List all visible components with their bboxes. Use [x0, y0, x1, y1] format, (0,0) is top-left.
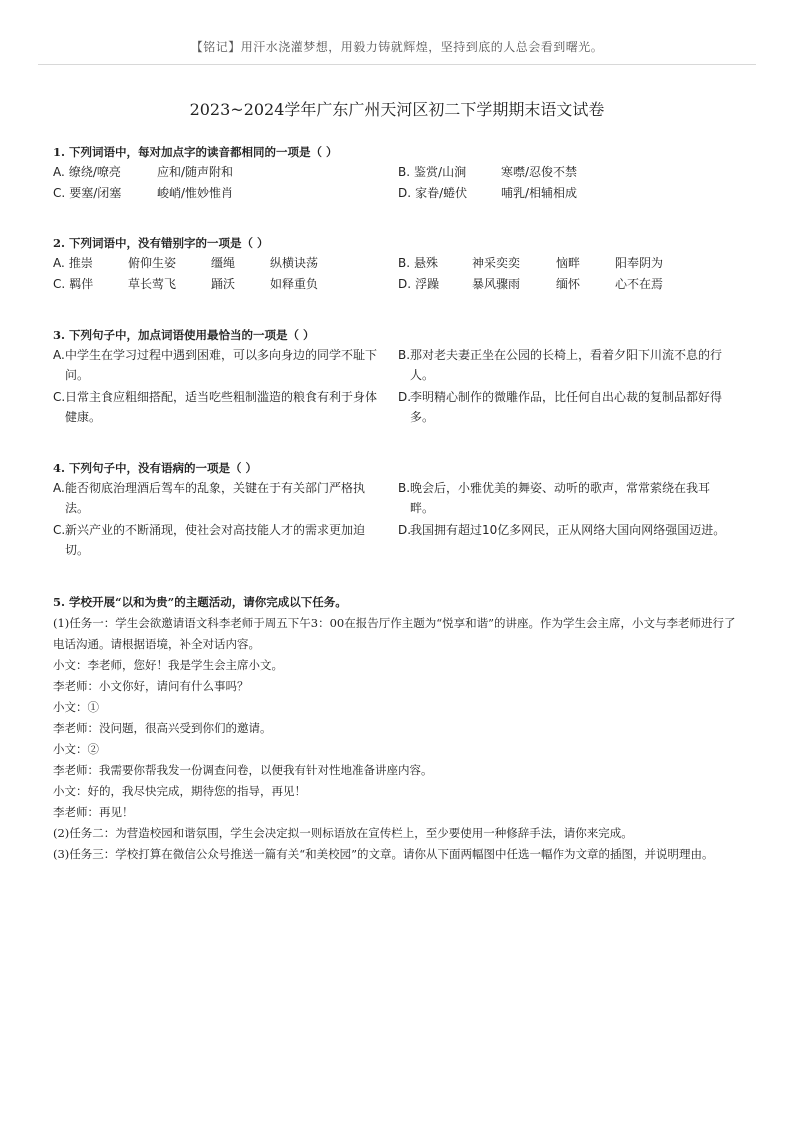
option-word: 神采奕奕 — [472, 256, 521, 270]
option-word: 恼畔 — [556, 256, 581, 270]
option-word: 应和/随声附和 — [157, 165, 234, 179]
option-c: C. 羁伴 — [53, 277, 94, 291]
option-b: B. 那对老夫妻正坐在公园的长椅上，看着夕阳下川流不息的行人。 — [398, 348, 723, 382]
task-2: (2)任务二：为营造校园和谐氛围，学生会决定拟一则标语放在宣传栏上，至少要使用一种修辞手法，请你来完成。 — [53, 826, 633, 840]
dialogue-line: 李老师：我需要你帮我发一份调查问卷，以便我有针对性地准备讲座内容。 — [53, 763, 433, 777]
option-a: A. 缭绕/嘹亮 — [53, 165, 121, 179]
option-d: D. 李明精心制作的微雕作品，比任何自出心裁的复制品都好得多。 — [398, 390, 723, 424]
option-b: B. 悬殊 — [398, 256, 439, 270]
option-a: A. 中学生在学习过程中遇到困难，可以多向身边的同学不耻下问。 — [53, 348, 378, 382]
question-stem: 2. 下列词语中，没有错别字的一项是（ ） — [53, 236, 269, 250]
option-b: B. 鉴赏/山涧 — [398, 165, 467, 179]
question-stem: 4. 下列句子中，没有语病的一项是（ ） — [53, 461, 258, 475]
option-c: C. 日常主食应粗细搭配，适当吃些粗制滥造的粮食有利于身体健康。 — [53, 390, 378, 424]
question-stem: 1. 下列词语中，每对加点字的读音都相同的一项是（ ） — [53, 145, 338, 159]
header-motto: 【铭记】用汗水浇灌梦想，用毅力铸就辉煌，坚持到底的人总会看到曙光。 — [190, 40, 604, 54]
option-word: 哺乳/相辅相成 — [501, 186, 578, 200]
page-title: 2023~2024学年广东广州天河区初二下学期期末语文试卷 — [189, 100, 605, 119]
dialogue-blank-1: 小文：① — [53, 700, 99, 714]
option-word: 踊沃 — [211, 277, 236, 291]
option-word: 寒噤/忍俊不禁 — [501, 165, 578, 179]
option-b: B. 晚会后，小雅优美的舞姿、动听的歌声，常常萦绕在我耳畔。 — [398, 481, 711, 515]
option-word: 阳奉阴为 — [615, 256, 664, 270]
option-word: 纵横诀荡 — [270, 256, 319, 270]
dialogue-line: 小文：好的，我尽快完成，期待您的指导，再见！ — [53, 784, 306, 798]
task-1: (1)任务一：学生会欲邀请语文科李老师于周五下午3：00在报告厅作主题为“悦享和谐”的讲座。作为学生会主席，小文与李老师进行了电话沟通。请根据语境，补全对话内容。 — [53, 616, 736, 651]
question-4 — [53, 458, 753, 568]
option-word: 俯仰生姿 — [128, 256, 177, 270]
task-3: (3)任务三：学校打算在微信公众号推送一篇有关“和美校园”的文章。请你从下面两幅图中任选一幅作为文章的插图，并说明理由。 — [53, 847, 714, 861]
option-d: D. 我国拥有超过10亿多网民，正从网络大国向网络强国迈进。 — [398, 523, 726, 537]
option-word: 如释重负 — [270, 277, 319, 291]
dialogue-line: 李老师：小文你好，请问有什么事吗？ — [53, 679, 249, 693]
option-word: 暴风骤雨 — [472, 277, 521, 291]
question-stem: 3. 下列句子中，加点词语使用最恰当的一项是（ ） — [53, 328, 315, 342]
option-word: 缅怀 — [556, 277, 581, 291]
option-word: 心不在焉 — [615, 277, 664, 291]
dialogue-blank-2: 小文：② — [53, 742, 99, 756]
dialogue-line: 李老师：再见！ — [53, 805, 134, 819]
option-c: C. 要塞/闭塞 — [53, 186, 122, 200]
option-d: D. 浮躁 — [398, 277, 440, 291]
option-word: 草长莺飞 — [128, 277, 177, 291]
question-stem: 5. 学校开展“以和为贵”的主题活动，请你完成以下任务。 — [53, 595, 347, 609]
option-word: 峻峭/惟妙惟肖 — [157, 186, 234, 200]
dialogue-line: 小文：李老师，您好！我是学生会主席小文。 — [53, 658, 283, 672]
question-5 — [53, 592, 743, 865]
question-1 — [53, 142, 753, 204]
option-a: A. 能否彻底治理酒后驾车的乱象，关键在于有关部门严格执法。 — [53, 481, 366, 515]
option-c: C. 新兴产业的不断涌现，使社会对高技能人才的需求更加迫切。 — [53, 523, 366, 557]
dialogue-line: 李老师：没问题，很高兴受到你们的邀请。 — [53, 721, 272, 735]
option-d: D. 家眷/蜷伏 — [398, 186, 468, 200]
question-3 — [53, 325, 753, 435]
header-divider — [38, 64, 756, 65]
option-a: A. 推崇 — [53, 256, 93, 270]
option-word: 缰绳 — [211, 256, 236, 270]
question-2 — [53, 233, 753, 295]
